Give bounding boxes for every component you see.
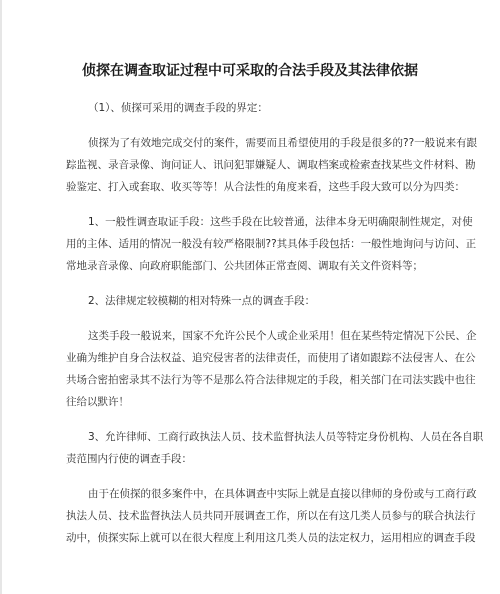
section-heading-3: 3、允许律师、工商行政执法人员、技术监督执法人员等特定身份机构、人员在各自职 — [88, 431, 484, 443]
paragraph-line: 这类手段一般说来，国家不允许公民个人或企业采用！但在某些特定情况下公民、企 — [88, 330, 477, 342]
paragraph-line: 往给以默许！ — [66, 396, 129, 408]
paragraph-line: 验鉴定、打入或套取、收买等等！从合法性的角度来看，这些手段大致可以分为四类： — [66, 181, 465, 193]
section-heading-1: （1）、侦探可采用的调查手段的界定： — [88, 102, 268, 114]
paragraph-line: 动中，侦探实际上就可以在很大程度上利用这几类人员的法定权力，运用相应的调查手段 — [66, 532, 476, 544]
section-heading-2: 2、法律规定较模糊的相对特殊一点的调查手段： — [88, 295, 316, 307]
paragraph-line: 由于在侦探的很多案件中，在具体调查中实际上就是直接以律师的身份或与工商行政 — [88, 488, 477, 500]
paragraph-line: 常地录音录像、向政府职能部门、公共团体正常查阅、调取有关文件资料等； — [66, 260, 423, 272]
paragraph-line: 踪监视、录音录像、询问证人、讯问犯罪嫌疑人、调取档案或检索查找某些文件材料、勘 — [66, 159, 476, 171]
page-edge-shadow — [0, 0, 2, 594]
paragraph-line: 1、一般性调查取证手段：这些手段在比较普通，法律本身无明确限制性规定，对使 — [88, 216, 473, 228]
paragraph-line: 侦探为了有效地完成交付的案件，需要而且希望使用的手段是很多的??一般说来有跟 — [88, 137, 478, 149]
paragraph-line: 责范围内行使的调查手段： — [66, 453, 192, 465]
paragraph-line: 业确为维护自身合法权益、追究侵害者的法律责任，而使用了诸如跟踪不法侵害人、在公 — [66, 352, 476, 364]
paragraph-line: 用的主体、适用的情况一般没有较严格限制??其具体手段包括：一般性地询问与访问、正 — [66, 238, 477, 250]
paragraph-line: 共场合密拍密录其不法行为等不是那么符合法律规定的手段，相关部门在司法实践中也往 — [66, 374, 476, 386]
paragraph-line: 执法人员、技术监督执法人员共同开展调查工作，所以在有这几类人员参与的联合执法行 — [66, 510, 476, 522]
document-title: 侦探在调查取证过程中可采取的合法手段及其法律依据 — [82, 63, 418, 79]
